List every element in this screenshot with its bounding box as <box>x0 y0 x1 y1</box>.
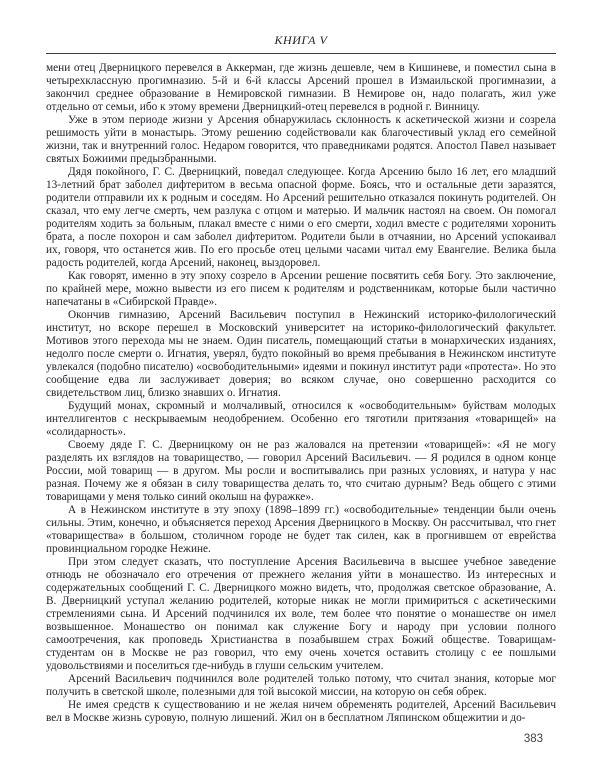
paragraph: Окончив гимназию, Арсений Васильевич поступил в Нежинский историко-филологический институт, но вскоре перешел в Московский университет на историко-филологический факультет. Мотивов этого перехода мы не знаем. Один писатель, помещающий статьи в монархических изданиях, недолго после смерти о. Игнатия, уверял, будто покойный во время пребывания в Нежинском институте увлекался (подобно писателю) «освободительными» идеями и покинул институт ради «протеста». Но это сообщение едва ли заслуживает доверия; во всяком случае, оно совершенно расходится со свидетельством лиц, близко знавших о. Игнатия. <box>46 309 556 399</box>
paragraph: При этом следует сказать, что поступление Арсения Васильевича в высшее учебное заведение отнюдь не обозначало его отречения от прежнего желания уйти в монашество. Из интересных и содержательных сообщений Г. С. Дверницкого можно видеть, что, продолжая светское образование, А. В. Дверницкий уступал желанию родителей, которые никак не могли примириться с аскетическими стремлениями сына. И Арсений подчинился их воле, тем более что понятие о монашестве он имел возвышенное. Монашество он понимал как служение Богу и народу при условии полного самоотречения, как проповедь Христианства в позабывшем страх Божий обществе. Товарищам-студентам он в Москве не раз говорил, что ему очень хочется оставить столицу с ее пошлыми удовольствиями и поселиться где-нибудь в глуши сельским учителем. <box>46 556 556 672</box>
page-number: 383 <box>523 733 543 745</box>
paragraph: Арсений Васильевич подчинился воле родителей только потому, что считал знания, которые мог получить в светской школе, полезными для той высокой миссии, на которую он себя обрек. <box>46 673 556 698</box>
paragraph: Своему дяде Г. С. Дверницкому он не раз жаловался на претензии «товарищей»: «Я не могу разделять их взглядов на товарищество, — говорил Арсений Васильевич. — Я родился в одном конце России, мой товарищ — в другом. Мы росли и воспитывались при разных условиях, и натура у нас разная. Почему же я обязан в силу товарищества делать то, что считаю дурным? Ведь общего с этими товарищами у меня только синий околыш на фуражке». <box>46 439 556 503</box>
paragraph: Будущий монах, скромный и молчаливый, относился к «освободительным» буйствам молодых интеллигентов с нескрываемым неодобрением. Особенно его тяготили притязания «товарищей» на «солидарность». <box>46 400 556 438</box>
running-head: КНИГА V <box>46 33 556 54</box>
body-text <box>46 62 556 725</box>
book-page <box>46 0 556 725</box>
paragraph: А в Нежинском институте в эту эпоху (1898–1899 гг.) «освободительные» тенденции были очень сильны. Этим, конечно, и объясняется переход Арсения Дверницкого в Москву. Он рассчитывал, что гнет «товарищества» в большом, столичном городе не будет так силен, как в прогнившем от еврейства провинциальном городке Нежине. <box>46 504 556 555</box>
paragraph: мени отец Дверницкого перевелся в Аккерман, где жизнь дешевле, чем в Кишиневе, и поместил сына в четырехклассную прогимназию. 5-й и 6-й классы Арсений прошел в Измаильской прогимназии, а закончил среднее образование в Немировской гимназии. В Немирове он, надо полагать, жил уже отдельно от семьи, ибо к этому времени Дверницкий-отец перевелся в родной г. Винницу. <box>46 62 556 113</box>
paragraph: Дядя покойного, Г. С. Дверницкий, поведал следующее. Когда Арсению было 16 лет, его младший 13-летний брат заболел дифтеритом в весьма опасной форме. Боясь, что и остальные дети заразятся, родители отправили их к родным и соседям. Но Арсений решительно отказался покинуть родителей. Он сказал, что ему легче смерть, чем разлука с отцом и матерью. И мальчик настоял на своем. Он помогал родителям ходить за больным, плакал вместе с ними о его смерти, ходил вместе с родителями хоронить брата, а после похорон и сам заболел дифтеритом. Родители были в отчаянии, но Арсений успокаивал их, говоря, что останется жив. По его просьбе отец целыми часами читал ему Евангелие. Велика была радость родителей, когда Арсений, наконец, выздоровел. <box>46 166 556 269</box>
paragraph: Не имея средств к существованию и не желая ничем обременять родителей, Арсений Васильевич вел в Москве жизнь суровую, полную лишений. Жил он в бесплатном Ляпинском общежитии и до- <box>46 699 556 724</box>
paragraph: Уже в этом периоде жизни у Арсения обнаружилась склонность к аскетической жизни и созрела решимость уйти в монастырь. Этому решению содействовали как благочестивый уклад его семейной жизни, так и внутренний голос. Недаром говорится, что праведниками родятся. Апостол Павел называет святых Божиими предызбранными. <box>46 114 556 165</box>
paragraph: Как говорят, именно в эту эпоху созрело в Арсении решение посвятить себя Богу. Это заключение, по крайней мере, можно вывести из его писем к родителям и родственникам, которые были частично напечатаны в «Сибирской Правде». <box>46 270 556 308</box>
